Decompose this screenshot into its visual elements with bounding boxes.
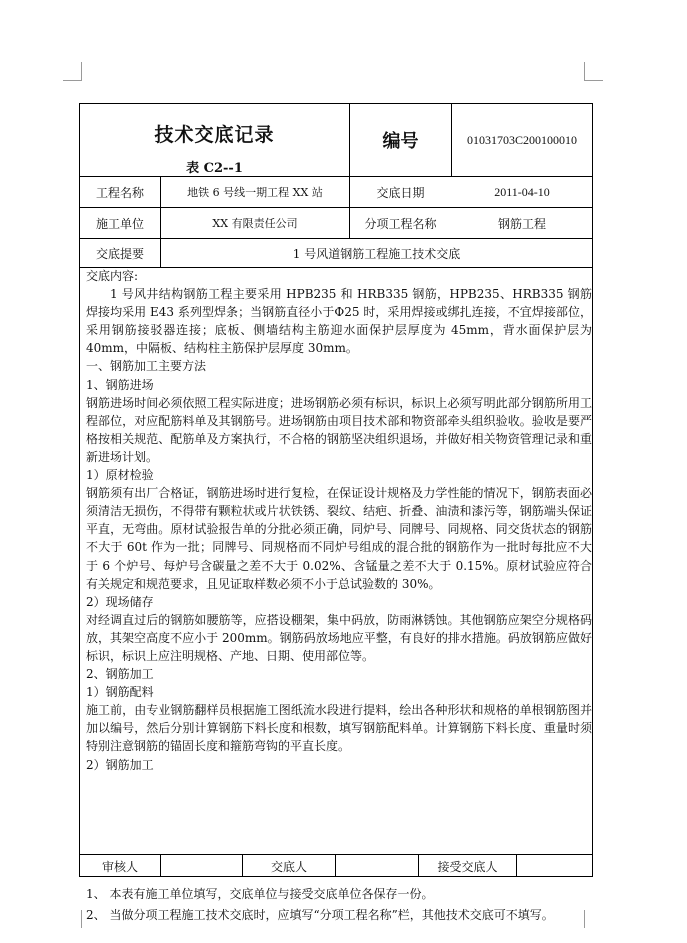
content-paragraph: 钢筋进场时间必须依照工程实际进度；进场钢筋必须有标识，标识上必须写明此部分钢筋所用工程部位，对应配筋料单及其钢筋号。进场钢筋由项目技术部和物资部牵头组织验收。验收是要严格按相关规范、配筋单及方案执行，不合格的钢筋坚决组织退场，并做好相关物资管理记录和重新进场计划。	[86, 395, 592, 464]
content-paragraph: 2）钢筋加工	[86, 757, 154, 772]
subitem-name-value: 钢筋工程	[497, 216, 546, 231]
reviewer-label: 审核人	[101, 859, 138, 874]
content-paragraph: 施工前，由专业钢筋翻样员根据施工图纸流水段进行提料，绘出各种形状和规格的单根钢筋图并加以编号，然后分别计算钢筋下料长度和根数，填写钢筋配料单。计算钢筋下料长度、重量时须特别注意钢筋的锚固长度和箍筋弯钩的平直长度。	[86, 703, 592, 754]
crop-mark-bottom-left	[63, 910, 82, 928]
construction-unit-value: XX 有限责任公司	[212, 217, 298, 230]
form-number: 表 C2--1	[186, 160, 243, 176]
content-paragraph: 钢筋须有出厂合格证，钢筋进场时进行复检，在保证设计规格及力学性能的情况下，钢筋表面必须清洁无损伤，不得带有颗粒状或片状铁锈、裂纹、结疤、折叠、油渍和漆污等，钢筋端头保证平直，无弯曲。原材试验报告单的分批必须正确，同炉号、同牌号、同规格、同交货状态的钢筋不大于 60t 作为一批；同牌号、同规格而不同炉号组成的混合批的钢筋作为一批时每批应不大于 6 个炉号、每炉号含碳量之差不大于 0.02%、含锰量之差不大于 0.15%。原材试验应符合有关规定和规范要求，且见证取样数必须不小于总试验数的 30%。	[86, 486, 592, 591]
code-value: 01031703C200100010	[466, 132, 577, 147]
footnote: 1、 本表有施工单位填写，交底单位与接受交底单位各保存一份。	[86, 887, 434, 901]
content-paragraph: 1、钢筋进场	[86, 377, 154, 392]
reviewer-signature	[161, 855, 242, 877]
content-heading: 交底内容:	[86, 269, 139, 283]
footnote: 2、 当做分项工程施工技术交底时，应填写“分项工程名称”栏，其他技术交底可不填写。	[86, 908, 554, 922]
receiver-signature	[517, 855, 592, 877]
footnotes	[86, 884, 592, 926]
content-paragraph: 2）现场储存	[86, 594, 154, 609]
subitem-name-label: 分项工程名称	[364, 216, 437, 231]
content-paragraph: 1 号风井结构钢筋工程主要采用 HPB235 和 HRB335 钢筋，HPB235、HRB335 钢筋焊接均采用 E43 系列型焊条；当钢筋直径小于Φ25 时，采用焊接或绑扎连接，不宜焊接部位，采用钢筋接驳器连接；底板、侧墙结构主筋迎水面保护层厚度为 45mm，背水面保护层为 40mm，中隔板、结构柱主筋保护层厚度 30mm。	[86, 287, 592, 356]
summary-label: 交底提要	[95, 246, 144, 261]
project-name-label: 工程名称	[95, 185, 144, 200]
disclosure-content	[86, 267, 592, 774]
crop-mark-top-left	[63, 62, 82, 81]
form-title: 技术交底记录	[154, 123, 275, 146]
disclosure-date-value: 2011-04-10	[494, 184, 550, 199]
content-paragraph: 一、钢筋加工主要方法	[86, 359, 207, 374]
project-name-value: 地铁 6 号线一期工程 XX 站	[187, 186, 323, 199]
crop-mark-top-right	[584, 62, 603, 81]
disclosure-date-label: 交底日期	[376, 185, 425, 200]
code-label: 编号	[382, 131, 419, 152]
discloser-signature	[336, 855, 418, 877]
discloser-label: 交底人	[270, 859, 307, 874]
receiver-label: 接受交底人	[437, 859, 498, 874]
content-paragraph: 对经调直过后的钢筋如腰筋等，应搭设棚架，集中码放，防雨淋锈蚀。其他钢筋应架空分规格码放，其架空高度不应小于 200mm。钢筋码放场地应平整，有良好的排水措施。码放钢筋应做好标识，标识上应注明规格、产地、日期、使用部位等。	[86, 612, 592, 663]
summary-value: 1 号风道钢筋工程施工技术交底	[292, 246, 461, 261]
content-paragraph: 2、钢筋加工	[86, 667, 154, 682]
construction-unit-label: 施工单位	[95, 216, 144, 231]
content-paragraph: 1）原材检验	[86, 468, 154, 483]
content-paragraph: 1）钢筋配料	[86, 685, 154, 700]
